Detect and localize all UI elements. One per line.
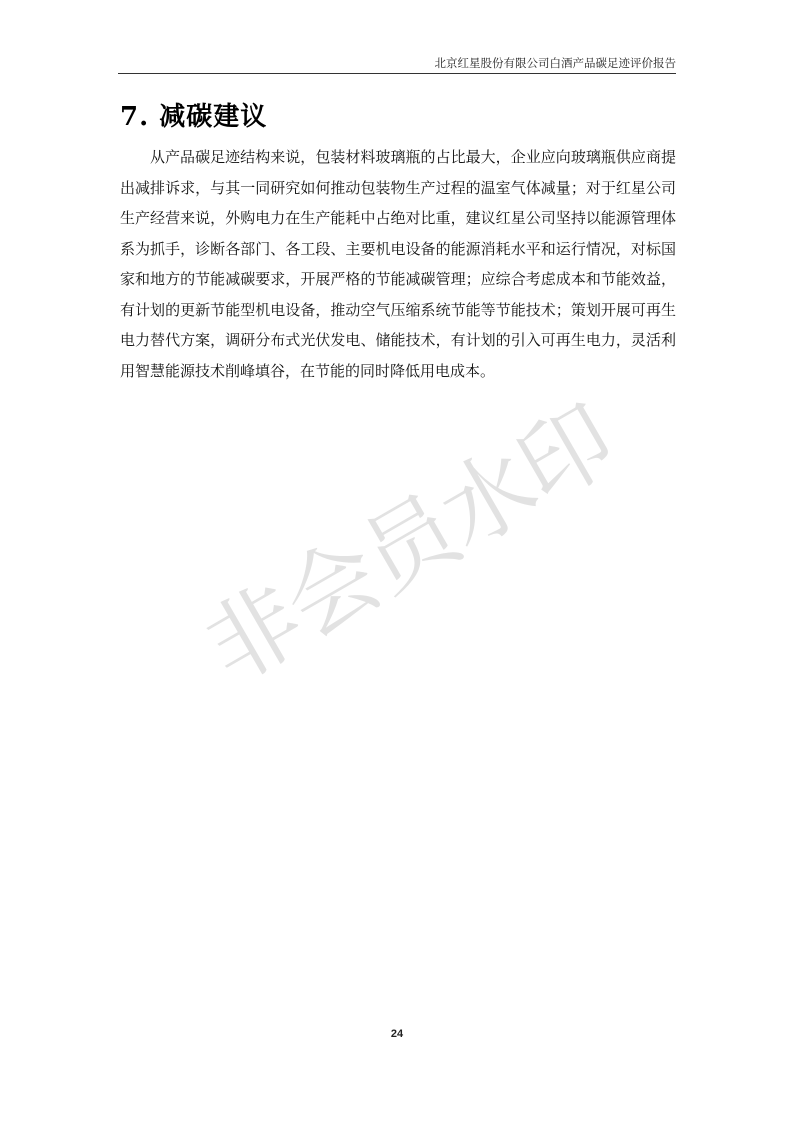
- section-body-paragraph: 从产品碳足迹结构来说，包装材料玻璃瓶的占比最大，企业应向玻璃瓶供应商提出减排诉求，与其一同研究如何推动包装物生产过程的温室气体减量；对于红星公司生产经营来说，外购电力在生产能耗中占绝对比重，建议红星公司坚持以能源管理体系为抓手，诊断各部门、各工段、主要机电设备的能源消耗水平和运行情况，对标国家和地方的节能减碳要求，开展严格的节能减碳管理；应综合考虑成本和节能效益，有计划的更新节能型机电设备，推动空气压缩系统节能等节能技术；策划开展可再生电力替代方案，调研分布式光伏发电、储能技术，有计划的引入可再生电力，灵活利用智慧能源技术削峰填谷，在节能的同时降低用电成本。: [120, 148, 676, 380]
- watermark: 非会员水印: [188, 385, 632, 704]
- page-number: 24: [390, 1028, 404, 1040]
- section-title: 7. 减碳建议: [120, 102, 268, 132]
- running-header: 北京红星股份有限公司白酒产品碳足迹评价报告: [434, 56, 676, 70]
- header-divider: [118, 73, 676, 74]
